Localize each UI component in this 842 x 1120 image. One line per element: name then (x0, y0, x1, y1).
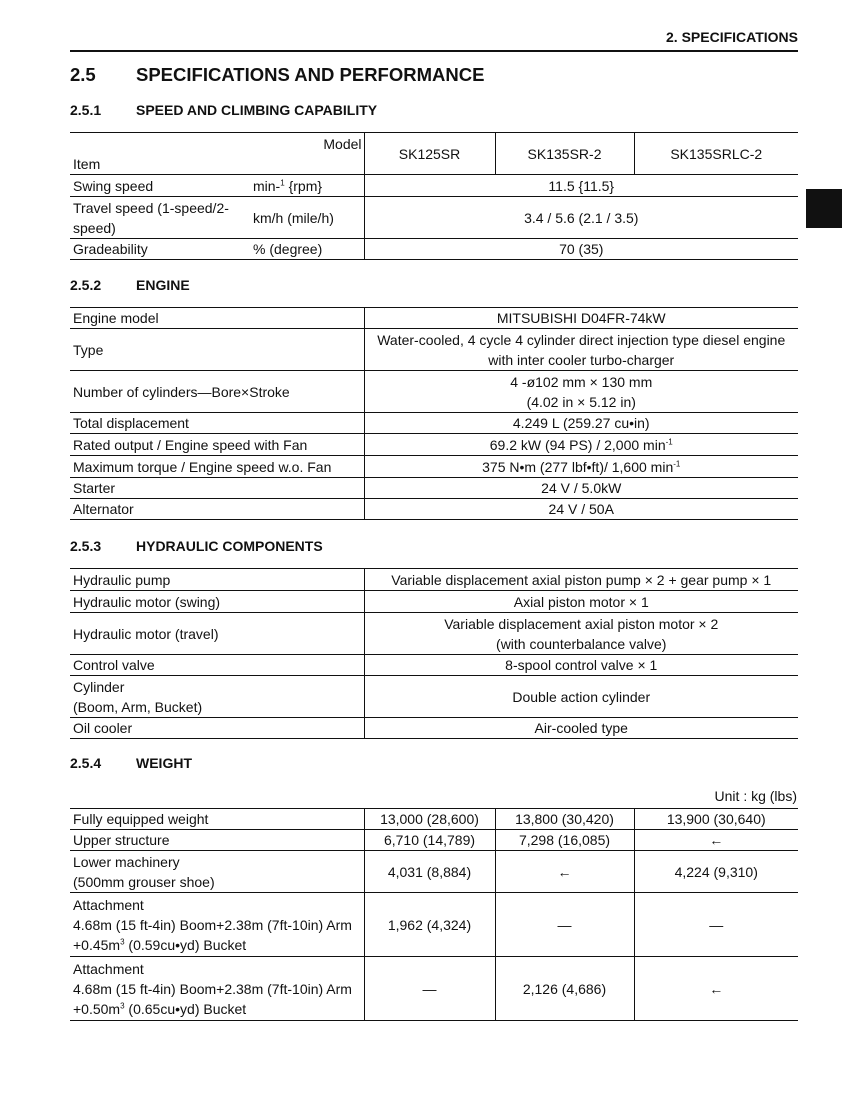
subsection-speed-title (70, 102, 377, 118)
model-header: SK135SR-2 (495, 133, 634, 175)
row-value: ← (634, 957, 798, 1021)
row-unit: min-$^1$ {rpm} (253, 177, 323, 194)
row-value: Double action cylinder (364, 676, 798, 718)
row-label: Upper structure (70, 830, 364, 851)
row-label: Attachment 4.68m (15 ft-4in) Boom+2.38m (7ft-10in) Arm $+0.50m^3$ (0.65cu•yd) Bucket (70, 957, 364, 1021)
table-row (70, 456, 798, 478)
row-value: 6,710 (14,789) (364, 830, 495, 851)
row-value: Variable displacement axial piston pump × 2 + gear pump × 1 (364, 569, 798, 591)
row-value: 4 -ø102 mm × 130 mm (4.02 in × 5.12 in) (364, 371, 798, 413)
row-value: 69.2 kW (94 PS) / 2,000 $\min^{-1}$ (364, 434, 798, 456)
table-row (70, 830, 798, 851)
model-header: SK125SR (364, 133, 495, 175)
section-title-specifications (70, 64, 484, 86)
table-row (70, 329, 798, 371)
table-row (70, 809, 798, 830)
row-value: 70 (35) (364, 239, 798, 260)
model-label: Model (323, 136, 362, 152)
weight-table (70, 808, 798, 1021)
row-label: Total displacement (70, 413, 364, 434)
row-label: Hydraulic motor (travel) (70, 613, 364, 655)
row-value: 8-spool control valve × 1 (364, 655, 798, 676)
table-row (70, 499, 798, 520)
table-row (70, 413, 798, 434)
subsection-engine-title (70, 277, 190, 293)
row-label: Hydraulic motor (swing) (70, 591, 364, 613)
unit-note: Unit : kg (lbs) (714, 788, 797, 804)
row-value: 375 N•m (277 lbf•ft)/ 1,600 $\min^{-1}$ (364, 456, 798, 478)
table-row (70, 197, 798, 239)
row-label: Cylinder (Boom, Arm, Bucket) (70, 676, 364, 718)
subsection-number: 2.5.1 (70, 102, 102, 118)
row-label: Maximum torque / Engine speed w.o. Fan (70, 456, 364, 478)
row-label: Oil cooler (70, 718, 364, 739)
row-label: Type (70, 329, 364, 371)
row-value: ← (495, 851, 634, 893)
row-label: Attachment 4.68m (15 ft-4in) Boom+2.38m (7ft-10in) Arm $+0.45m^3$ (0.59cu•yd) Bucket (70, 893, 364, 957)
row-value: — (634, 893, 798, 957)
row-value: 13,000 (28,600) (364, 809, 495, 830)
table-row (70, 676, 798, 718)
row-value: 7,298 (16,085) (495, 830, 634, 851)
table-row (70, 371, 798, 413)
subsection-title: ENGINE (136, 277, 190, 293)
table-row (70, 175, 798, 197)
table-row (70, 613, 798, 655)
subsection-number: 2.5.4 (70, 755, 102, 771)
row-label: Gradeability (70, 239, 250, 260)
row-value: Air-cooled type (364, 718, 798, 739)
row-value: Axial piston motor × 1 (364, 591, 798, 613)
row-value: — (495, 893, 634, 957)
row-value: 24 V / 5.0kW (364, 478, 798, 499)
table-row (70, 893, 798, 957)
row-value: 3.4 / 5.6 (2.1 / 3.5) (364, 197, 798, 239)
row-value: — (364, 957, 495, 1021)
table-row (70, 591, 798, 613)
item-label: Item (73, 156, 101, 172)
engine-table (70, 307, 798, 520)
subsection-hydraulic-title (70, 538, 323, 554)
row-label: Hydraulic pump (70, 569, 364, 591)
subsection-title: WEIGHT (136, 755, 192, 771)
table-row (70, 239, 798, 260)
header-rule (70, 50, 798, 52)
row-label: Swing speed (73, 177, 154, 194)
row-value: 4.249 L (259.27 cu•in) (364, 413, 798, 434)
row-value: 13,800 (30,420) (495, 809, 634, 830)
row-label: Alternator (70, 499, 364, 520)
row-unit: % (degree) (250, 239, 364, 260)
table-row (70, 478, 798, 499)
row-value: 1,962 (4,324) (364, 893, 495, 957)
row-label: Lower machinery (500mm grouser shoe) (70, 851, 364, 893)
row-value: 4,031 (8,884) (364, 851, 495, 893)
table-row (70, 718, 798, 739)
table-header-row (70, 133, 798, 175)
subsection-number: 2.5.3 (70, 538, 102, 554)
row-label: Control valve (70, 655, 364, 676)
row-value: Variable displacement axial piston motor × 2 (with counterbalance valve) (364, 613, 798, 655)
row-label: Starter (70, 478, 364, 499)
table-row (70, 851, 798, 893)
row-value: 13,900 (30,640) (634, 809, 798, 830)
table-row (70, 655, 798, 676)
row-value: 4,224 (9,310) (634, 851, 798, 893)
speed-table (70, 132, 798, 260)
table-row (70, 957, 798, 1021)
section-title: SPECIFICATIONS AND PERFORMANCE (136, 64, 485, 85)
row-value: MITSUBISHI D04FR-74kW (364, 308, 798, 329)
row-label: Number of cylinders—Bore×Stroke (70, 371, 364, 413)
subsection-number: 2.5.2 (70, 277, 102, 293)
row-label: Travel speed (1-speed/2-speed) (70, 197, 250, 239)
row-value: ← (634, 830, 798, 851)
row-label: Rated output / Engine speed with Fan (70, 434, 364, 456)
model-header: SK135SRLC-2 (634, 133, 798, 175)
row-value: 24 V / 50A (364, 499, 798, 520)
subsection-title: SPEED AND CLIMBING CAPABILITY (136, 102, 378, 118)
table-row (70, 569, 798, 591)
table-row (70, 308, 798, 329)
running-header: 2. SPECIFICATIONS (666, 29, 798, 45)
row-unit: km/h (mile/h) (250, 197, 364, 239)
subsection-weight-title (70, 755, 192, 771)
row-label: Fully equipped weight (70, 809, 364, 830)
row-value: 11.5 {11.5} (364, 175, 798, 197)
row-value: Water-cooled, 4 cycle 4 cylinder direct injection type diesel engine with inter cooler turbo-charger (364, 329, 798, 371)
chapter-tab-marker (806, 189, 842, 228)
row-label: Engine model (70, 308, 364, 329)
section-number: 2.5 (70, 64, 96, 85)
row-value: 2,126 (4,686) (495, 957, 634, 1021)
table-row (70, 434, 798, 456)
subsection-title: HYDRAULIC COMPONENTS (136, 538, 323, 554)
hydraulic-table (70, 568, 798, 739)
